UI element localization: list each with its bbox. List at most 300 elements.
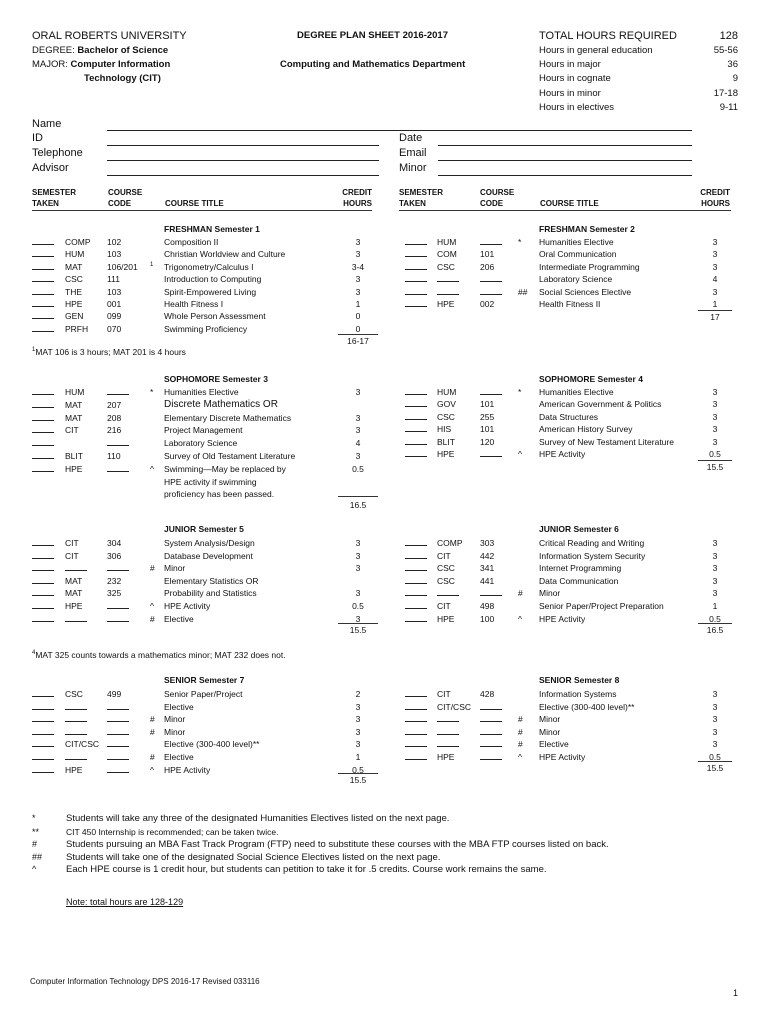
- course-code: 070: [107, 323, 122, 334]
- course-title: American History Survey: [539, 424, 633, 435]
- credit-hours: 3: [355, 274, 361, 285]
- note-mark: ^: [150, 764, 154, 775]
- telephone-field[interactable]: [107, 160, 379, 161]
- credit-hours: 3: [712, 538, 718, 548]
- semester-title: FRESHMAN Semester 2: [539, 224, 635, 234]
- note-mark: #: [150, 752, 155, 762]
- credit-hours: 3: [355, 387, 361, 397]
- major-line: [32, 59, 170, 70]
- credit-hours: 0: [355, 311, 361, 322]
- credit-hours: 3: [712, 387, 718, 397]
- course-title: Humanities Elective: [539, 237, 614, 247]
- taken-checkbox[interactable]: [32, 310, 54, 322]
- course-title: Humanities Elective: [539, 387, 614, 397]
- semester-title: SENIOR Semester 8: [539, 675, 620, 685]
- course-code-blank: [480, 386, 502, 398]
- semester-total: 16.5: [706, 625, 724, 635]
- credit-hours: 3: [355, 550, 361, 561]
- course-code: 441: [480, 575, 495, 586]
- course-title: Information Systems: [539, 689, 617, 699]
- course-title: Minor: [539, 714, 561, 725]
- taken-checkbox[interactable]: [32, 437, 54, 449]
- note-mark: #: [518, 739, 523, 750]
- taken-checkbox[interactable]: [405, 298, 427, 310]
- credit-hours: 3: [712, 286, 718, 297]
- course-title: Elective: [539, 739, 569, 750]
- course-dept: HUM: [437, 387, 457, 397]
- course-dept: HPE: [437, 449, 455, 459]
- course-title: Probability and Statistics: [164, 588, 257, 599]
- note-mark: 1: [150, 261, 154, 268]
- course-title: Social Sciences Elective: [539, 286, 632, 297]
- taken-checkbox[interactable]: [32, 688, 54, 700]
- semester-title: FRESHMAN Semester 1: [164, 224, 260, 234]
- course-code-blank: [107, 713, 129, 725]
- course-title: Elective (300-400 level)**: [539, 701, 635, 712]
- credit-hours: 2: [355, 689, 361, 699]
- course-title: Elementary Statistics OR: [164, 575, 259, 586]
- course-code-blank: [480, 587, 502, 599]
- course-title: HPE activity if swimming: [164, 476, 257, 487]
- note-symbol: *: [32, 813, 36, 823]
- date-label: Date: [399, 132, 423, 144]
- hours-label: TOTAL HOURS REQUIRED: [539, 30, 677, 42]
- course-code: 232: [107, 575, 122, 586]
- note-symbol: **: [32, 827, 40, 837]
- semester-title: SOPHOMORE Semester 4: [539, 374, 643, 384]
- course-code: 001: [107, 299, 122, 309]
- course-code: 106/201: [107, 261, 138, 272]
- col-credit-right: CREDIT HOURS: [700, 188, 730, 208]
- footer-revision: Computer Information Technology DPS 2016-17 Revised 033116: [30, 977, 260, 986]
- course-code-blank: [480, 713, 502, 725]
- hours-value: 36: [727, 59, 738, 71]
- course-code-blank: [107, 751, 129, 763]
- note-mark: *: [518, 387, 522, 397]
- course-code: 428: [480, 689, 495, 699]
- email-field[interactable]: [438, 160, 692, 161]
- course-title: Database Development: [164, 550, 253, 561]
- taken-checkbox[interactable]: [32, 738, 54, 750]
- credit-hours: 0.5: [709, 613, 721, 624]
- course-dept: HPE: [437, 752, 455, 762]
- taken-checkbox[interactable]: [405, 286, 427, 298]
- taken-checkbox[interactable]: [405, 738, 427, 750]
- course-title: Information System Security: [539, 550, 646, 561]
- course-dept: COMP: [437, 538, 463, 548]
- course-title: Whole Person Assessment: [164, 311, 266, 322]
- course-code-blank: [107, 437, 129, 449]
- course-title: Oral Communication: [539, 249, 617, 260]
- course-code-blank: [480, 738, 502, 750]
- taken-checkbox[interactable]: [32, 273, 54, 285]
- course-title: Survey of Old Testament Literature: [164, 451, 296, 461]
- course-title: HPE Activity: [164, 764, 211, 775]
- telephone-label: Telephone: [32, 147, 83, 159]
- note-text: Students will take one of the designated Social Science Electives listed on the next page.: [66, 852, 441, 863]
- note-mark: #: [150, 726, 155, 737]
- minor-field[interactable]: [438, 175, 692, 176]
- advisor-label: Advisor: [32, 162, 69, 174]
- credit-hours: 3: [712, 714, 718, 725]
- course-dept: CIT: [65, 425, 79, 436]
- course-title: HPE Activity: [164, 601, 211, 611]
- note-mark: #: [518, 714, 523, 725]
- course-code: 103: [107, 249, 122, 260]
- taken-checkbox[interactable]: [405, 386, 427, 398]
- course-title: Swimming—May be replaced by: [164, 463, 286, 474]
- taken-checkbox[interactable]: [32, 537, 54, 549]
- course-dept: BLIT: [65, 451, 83, 461]
- note-mark: #: [150, 613, 155, 624]
- total-rule: [338, 334, 378, 335]
- note-mark: ^: [150, 463, 154, 474]
- taken-checkbox[interactable]: [405, 436, 427, 448]
- course-code: 216: [107, 425, 122, 436]
- credit-hours: 1: [355, 752, 361, 762]
- course-title: Critical Reading and Writing: [539, 538, 645, 548]
- course-code: 206: [480, 261, 495, 272]
- taken-checkbox[interactable]: [405, 537, 427, 549]
- credit-hours: 3: [712, 726, 718, 737]
- course-dept: CSC: [65, 274, 83, 285]
- credit-hours: 0.5: [352, 764, 364, 775]
- course-title: Introduction to Computing: [164, 274, 262, 285]
- note-text: Each HPE course is 1 credit hour, but students can petition to take it for .5 credits. Course work remains the same.: [66, 864, 547, 875]
- course-code-blank: [107, 726, 129, 738]
- course-dept: HUM: [65, 387, 85, 397]
- course-title: Health Fitness I: [164, 299, 224, 309]
- taken-checkbox[interactable]: [405, 448, 427, 460]
- credit-hours: 3: [712, 399, 718, 410]
- hours-value: 9: [732, 73, 738, 85]
- advisor-field[interactable]: [107, 175, 379, 176]
- credit-hours: 3: [355, 613, 361, 624]
- course-dept: HPE: [65, 299, 83, 309]
- note-symbol: ##: [32, 852, 43, 862]
- semester-title: JUNIOR Semester 5: [164, 524, 244, 534]
- total-rule: [698, 310, 732, 311]
- note-total-hours: Note: total hours are 128-129: [66, 897, 184, 907]
- note-symbol: #: [32, 839, 38, 849]
- date-field[interactable]: [438, 145, 692, 146]
- course-code-blank: [480, 751, 502, 763]
- hours-value: 9-11: [719, 101, 738, 113]
- note-mark: *: [150, 387, 154, 397]
- credit-hours: 3: [712, 588, 718, 599]
- major-label: MAJOR:: [32, 59, 68, 70]
- course-dept: MAT: [65, 399, 83, 410]
- course-code: 120: [480, 436, 495, 447]
- course-title: Minor: [539, 726, 561, 737]
- taken-checkbox[interactable]: [405, 587, 427, 599]
- taken-checkbox[interactable]: [32, 323, 54, 335]
- taken-checkbox[interactable]: [32, 424, 54, 436]
- course-dept: THE: [65, 286, 82, 297]
- taken-checkbox[interactable]: [405, 423, 427, 435]
- semester-title: SENIOR Semester 7: [164, 675, 245, 685]
- course-title: American Government & Politics: [539, 399, 662, 410]
- taken-checkbox[interactable]: [32, 399, 54, 411]
- taken-checkbox[interactable]: [32, 550, 54, 562]
- credit-hours: 3: [712, 701, 718, 712]
- minor-label: Minor: [399, 162, 427, 174]
- note-mark: *: [518, 237, 522, 247]
- semester-total: 15.5: [349, 625, 367, 635]
- course-dept: COMP: [65, 237, 91, 247]
- taken-checkbox[interactable]: [32, 575, 54, 587]
- course-dept: MAT: [65, 261, 83, 272]
- course-title: Minor: [164, 726, 186, 737]
- note-text: CIT 450 Internship is recommended; can be taken twice.: [66, 827, 279, 837]
- course-code: 101: [480, 424, 495, 435]
- credit-hours: 3: [355, 588, 361, 599]
- course-dept: CIT: [65, 550, 79, 561]
- course-dept: CIT: [437, 550, 451, 561]
- course-dept: PRFH: [65, 323, 89, 334]
- total-rule: [698, 623, 732, 624]
- taken-checkbox[interactable]: [405, 248, 427, 260]
- department-name: Computing and Mathematics Department: [280, 59, 466, 70]
- course-code-blank: [480, 726, 502, 738]
- course-code-blank: [480, 286, 502, 298]
- course-code: 100: [480, 613, 495, 624]
- course-code-blank: [107, 613, 129, 625]
- credit-hours: 3: [712, 436, 718, 447]
- course-code: 304: [107, 538, 122, 548]
- course-dept-blank: [437, 286, 459, 298]
- taken-checkbox[interactable]: [32, 463, 54, 475]
- hours-value: 55-56: [713, 45, 738, 56]
- course-dept: HPE: [65, 764, 83, 775]
- note-mark: ^: [150, 601, 154, 611]
- credit-hours: 3: [355, 714, 361, 725]
- course-title: Health Fitness II: [539, 299, 601, 309]
- col-course-code-right: COURSE CODE: [480, 188, 515, 208]
- course-dept: HPE: [437, 613, 455, 624]
- credit-hours: 3: [355, 701, 361, 712]
- footnote-1: $^1$MAT 106 is 3 hours; MAT 201 is 4 hours: [32, 347, 186, 357]
- course-dept: HUM: [65, 249, 85, 260]
- credit-hours: 3: [712, 237, 718, 247]
- course-code: 101: [480, 399, 495, 410]
- course-code: 499: [107, 689, 122, 699]
- course-title: Swimming Proficiency: [164, 323, 248, 334]
- taken-checkbox[interactable]: [32, 600, 54, 612]
- credit-hours: 3: [355, 286, 361, 297]
- note-symbol: ^: [32, 864, 37, 874]
- major-value: Computer Information: [70, 59, 171, 70]
- course-dept-blank: [65, 562, 87, 574]
- course-title: HPE Activity: [539, 449, 586, 459]
- taken-checkbox[interactable]: [32, 261, 54, 273]
- course-title: HPE Activity: [539, 752, 586, 762]
- course-dept: CSC: [437, 261, 455, 272]
- credit-hours: 3-4: [351, 261, 365, 272]
- taken-checkbox[interactable]: [405, 726, 427, 738]
- course-title: Minor: [164, 563, 186, 574]
- course-code: 306: [107, 550, 122, 561]
- total-rule: [338, 623, 378, 624]
- taken-checkbox[interactable]: [32, 613, 54, 625]
- course-title: Senior Paper/Project Preparation: [539, 601, 664, 611]
- course-title: Elective: [164, 701, 194, 712]
- credit-hours: 3: [712, 575, 718, 586]
- course-title: Christian Worldview and Culture: [164, 249, 286, 260]
- course-code: 207: [107, 399, 122, 410]
- course-code: 341: [480, 563, 495, 574]
- taken-checkbox[interactable]: [32, 248, 54, 260]
- credit-hours: 3: [712, 424, 718, 435]
- credit-hours: 0.5: [709, 752, 721, 762]
- credit-hours: 1: [712, 601, 718, 611]
- taken-checkbox[interactable]: [32, 587, 54, 599]
- course-title: HPE Activity: [539, 613, 586, 624]
- course-dept: MAT: [65, 575, 83, 586]
- credit-hours: 3: [712, 261, 718, 272]
- university-name: ORAL ROBERTS UNIVERSITY: [32, 30, 187, 42]
- footnote-4: $^4$MAT 325 counts towards a mathematics minor; MAT 232 does not.: [32, 650, 286, 660]
- credit-hours: 4: [355, 438, 361, 449]
- course-title: Survey of New Testament Literature: [539, 436, 674, 447]
- course-dept-blank: [65, 613, 87, 625]
- taken-checkbox[interactable]: [405, 600, 427, 612]
- course-dept: CSC: [65, 689, 83, 699]
- hours-label: Hours in general education: [539, 45, 653, 56]
- page-number: 1: [733, 988, 739, 998]
- course-title: Senior Paper/Project: [164, 689, 243, 699]
- taken-checkbox[interactable]: [405, 236, 427, 248]
- taken-checkbox[interactable]: [32, 751, 54, 763]
- course-title: Trigonometry/Calculus I: [164, 261, 254, 272]
- taken-checkbox[interactable]: [405, 550, 427, 562]
- course-code: 102: [107, 237, 122, 247]
- course-title: Data Structures: [539, 411, 599, 422]
- credit-hours: 3: [712, 563, 718, 574]
- taken-checkbox[interactable]: [32, 726, 54, 738]
- taken-checkbox[interactable]: [405, 261, 427, 273]
- taken-checkbox[interactable]: [32, 450, 54, 462]
- hours-label: Hours in electives: [539, 101, 614, 113]
- semester-total: 15.5: [706, 763, 724, 773]
- taken-checkbox[interactable]: [32, 286, 54, 298]
- course-dept: CSC: [437, 411, 455, 422]
- degree-value: Bachelor of Science: [77, 45, 169, 56]
- course-dept: GOV: [437, 399, 456, 410]
- col-title-right: COURSE TITLE: [540, 199, 599, 208]
- course-dept: COM: [437, 249, 457, 260]
- taken-checkbox[interactable]: [32, 764, 54, 776]
- course-dept: HUM: [437, 237, 457, 247]
- taken-checkbox[interactable]: [32, 412, 54, 424]
- id-field[interactable]: [107, 145, 379, 146]
- note-mark: ^: [518, 752, 522, 762]
- credit-hours: 3: [712, 249, 718, 260]
- id-label: ID: [32, 132, 43, 144]
- course-dept: HPE: [437, 299, 455, 309]
- credit-hours: 0.5: [352, 463, 364, 474]
- course-title: System Analysis/Design: [164, 538, 255, 548]
- note-mark: #: [518, 726, 523, 737]
- course-title: Internet Programming: [539, 563, 622, 574]
- course-title: Spirit-Empowered Living: [164, 286, 257, 297]
- taken-checkbox[interactable]: [32, 298, 54, 310]
- course-code-blank: [480, 236, 502, 248]
- course-code: 002: [480, 299, 495, 309]
- taken-checkbox[interactable]: [405, 751, 427, 763]
- course-dept: BLIT: [437, 436, 455, 447]
- total-rule: [698, 460, 732, 461]
- course-dept-blank: [65, 751, 87, 763]
- course-dept-blank: [437, 273, 459, 285]
- semester-total: 15.5: [349, 775, 367, 785]
- taken-checkbox[interactable]: [32, 236, 54, 248]
- taken-checkbox[interactable]: [405, 713, 427, 725]
- course-dept-blank: [437, 587, 459, 599]
- taken-checkbox[interactable]: [32, 713, 54, 725]
- course-title: Elective: [164, 613, 194, 624]
- taken-checkbox[interactable]: [405, 273, 427, 285]
- course-dept: CIT/CSC: [437, 701, 471, 712]
- credit-hours: 3: [355, 726, 361, 737]
- course-dept: HIS: [437, 424, 452, 435]
- credit-hours: 3: [355, 249, 361, 260]
- semester-title: JUNIOR Semester 6: [539, 524, 619, 534]
- course-code: 442: [480, 550, 495, 561]
- col-semester-taken-left: SEMESTER TAKEN: [32, 188, 77, 208]
- course-code: 255: [480, 411, 495, 422]
- major-value-cont: Technology (CIT): [84, 73, 161, 84]
- taken-checkbox[interactable]: [32, 701, 54, 713]
- course-code-blank: [480, 701, 502, 713]
- course-dept: CIT/CSC: [65, 739, 99, 750]
- taken-checkbox[interactable]: [405, 701, 427, 713]
- course-code: 303: [480, 538, 495, 548]
- course-code: 110: [107, 451, 121, 461]
- hours-label: Hours in cognate: [539, 73, 611, 85]
- taken-checkbox[interactable]: [405, 562, 427, 574]
- note-text: Students will take any three of the designated Humanities Electives listed on the next page.: [66, 813, 450, 824]
- course-code-blank: [107, 463, 129, 475]
- semester-total: 16-17: [347, 336, 369, 346]
- credit-hours: 3: [355, 563, 361, 574]
- course-dept: CIT: [65, 538, 79, 548]
- course-code-blank: [480, 273, 502, 285]
- course-code-blank: [107, 738, 129, 750]
- taken-checkbox[interactable]: [405, 613, 427, 625]
- email-label: Email: [399, 147, 427, 159]
- taken-checkbox[interactable]: [405, 575, 427, 587]
- taken-checkbox[interactable]: [32, 386, 54, 398]
- taken-checkbox[interactable]: [405, 688, 427, 700]
- hours-value: 17-18: [713, 87, 738, 99]
- taken-checkbox[interactable]: [32, 562, 54, 574]
- note-mark: ^: [518, 449, 522, 459]
- course-title: Minor: [164, 714, 186, 725]
- taken-checkbox[interactable]: [405, 398, 427, 410]
- course-dept-blank: [437, 738, 459, 750]
- credit-hours: 1: [355, 299, 361, 309]
- taken-checkbox[interactable]: [405, 411, 427, 423]
- course-code-blank: [107, 764, 129, 776]
- name-field[interactable]: [107, 130, 692, 131]
- course-code: 208: [107, 412, 122, 423]
- degree-label: DEGREE:: [32, 45, 75, 56]
- course-code-blank: [107, 386, 129, 398]
- course-dept: HPE: [65, 601, 83, 611]
- credit-hours: 3: [712, 739, 718, 750]
- course-dept: CSC: [437, 575, 455, 586]
